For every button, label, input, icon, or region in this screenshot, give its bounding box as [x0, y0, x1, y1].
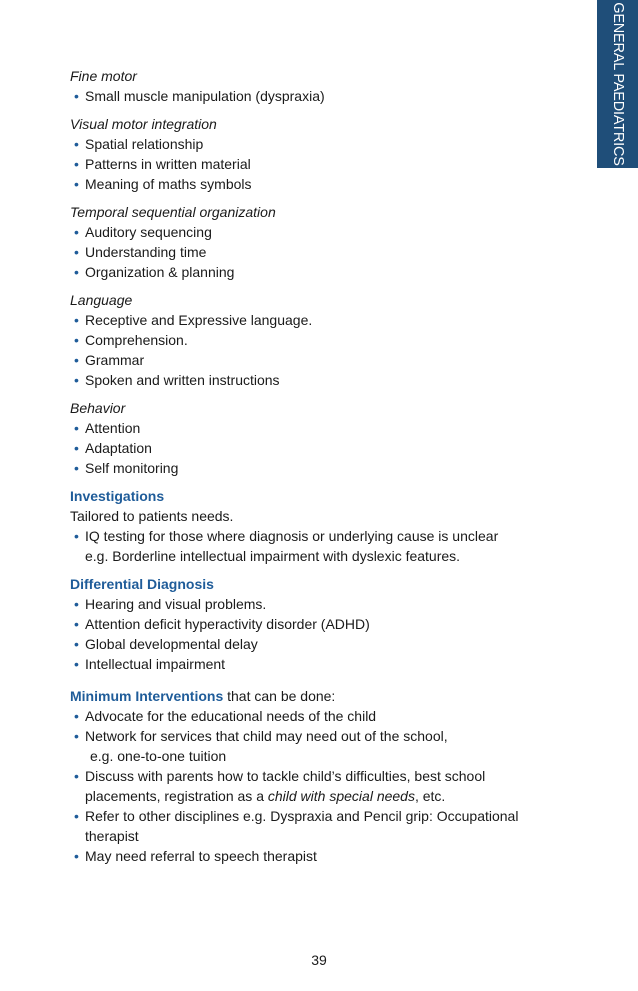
list-item: • Spatial relationship [74, 136, 204, 152]
list-item: • Patterns in written material [74, 156, 251, 172]
bullet-icon: • [74, 352, 79, 368]
bullet-icon: • [74, 332, 79, 348]
section-differential-diagnosis [70, 574, 570, 674]
bullet-icon: • [74, 636, 79, 652]
list-item: • Understanding time [74, 244, 207, 260]
section-title: Temporal sequential organization [70, 204, 276, 220]
bullet-icon: • [74, 848, 79, 864]
list-item: • Auditory sequencing [74, 224, 212, 240]
bullet-icon: • [74, 136, 79, 152]
bullet-icon: • [74, 708, 79, 724]
list-item: • Small muscle manipulation (dyspraxia) [74, 88, 325, 104]
list-item: • IQ testing for those where diagnosis or underlying cause is unclear e.g. Borderline intellectual impairment with dyslexic features. [74, 528, 499, 564]
differential-heading: Differential Diagnosis [70, 576, 214, 592]
list-item: • Advocate for the educational needs of the child [74, 708, 377, 724]
bullet-icon: • [74, 808, 79, 824]
list-item: • Organization & planning [74, 264, 235, 280]
list-item: • Meaning of maths symbols [74, 176, 252, 192]
list-item: • Attention deficit hyperactivity disorder (ADHD) [74, 616, 370, 632]
section-visual-motor-integration [70, 114, 570, 194]
bullet-list [70, 594, 570, 674]
bullet-icon: • [74, 768, 79, 784]
section-language [70, 290, 570, 390]
list-item: • Comprehension. [74, 332, 188, 348]
bullet-icon: • [74, 420, 79, 436]
bullet-icon: • [74, 460, 79, 476]
section-title: Behavior [70, 400, 126, 416]
bullet-icon: • [74, 440, 79, 456]
section-title: Visual motor integration [70, 116, 217, 132]
bullet-icon: • [74, 176, 79, 192]
bullet-icon: • [74, 372, 79, 388]
list-item: • Discuss with parents how to tackle child’s difficulties, best school placements, registration as a child with special needs, etc. [74, 768, 486, 804]
bullet-list [70, 86, 570, 106]
emphasis-text: child with special needs [267, 788, 415, 804]
list-item: • Attention [74, 420, 141, 436]
list-item: • Adaptation [74, 440, 152, 456]
bullet-icon: • [74, 616, 79, 632]
bullet-list [70, 418, 570, 478]
bullet-icon: • [74, 656, 79, 672]
page-content [70, 66, 570, 874]
side-tab-label: GENERAL PAEDIATRICS [610, 2, 626, 166]
list-item: • Receptive and Expressive language. [74, 312, 313, 328]
list-item: • Refer to other disciplines e.g. Dyspraxia and Pencil grip: Occupational therapist [74, 808, 519, 844]
bullet-list [70, 706, 570, 866]
interventions-heading-line [70, 686, 570, 706]
bullet-list [70, 526, 570, 566]
section-title: Fine motor [70, 68, 137, 84]
bullet-icon: • [74, 88, 79, 104]
list-item: • Intellectual impairment [74, 656, 226, 672]
interventions-heading: Minimum Interventions [70, 688, 224, 704]
bullet-icon: • [74, 728, 79, 744]
bullet-icon: • [74, 156, 79, 172]
section-temporal-sequential-organization [70, 202, 570, 282]
section-side-tab [597, 0, 638, 168]
investigations-heading: Investigations [70, 488, 165, 504]
list-item: • Global developmental delay [74, 636, 258, 652]
section-fine-motor [70, 66, 570, 106]
bullet-icon: • [74, 596, 79, 612]
bullet-list [70, 222, 570, 282]
bullet-icon: • [74, 224, 79, 240]
bullet-icon: • [74, 528, 79, 544]
bullet-icon: • [74, 312, 79, 328]
list-item: • Spoken and written instructions [74, 372, 280, 388]
section-behavior [70, 398, 570, 478]
section-title: Language [70, 292, 133, 308]
investigations-intro: Tailored to patients needs. [70, 508, 234, 524]
list-item: • Network for services that child may need out of the school, e.g. one-to-one tuition [74, 728, 448, 764]
bullet-list [70, 134, 570, 194]
bullet-icon: • [74, 264, 79, 280]
bullet-list [70, 310, 570, 390]
page-number: 39 [311, 952, 327, 968]
list-item: • Hearing and visual problems. [74, 596, 267, 612]
section-minimum-interventions [70, 686, 570, 866]
list-item: • Self monitoring [74, 460, 179, 476]
interventions-heading-suffix: that can be done: [223, 688, 336, 704]
section-investigations [70, 486, 570, 566]
list-item: • Grammar [74, 352, 145, 368]
bullet-icon: • [74, 244, 79, 260]
list-item: • May need referral to speech therapist [74, 848, 317, 864]
